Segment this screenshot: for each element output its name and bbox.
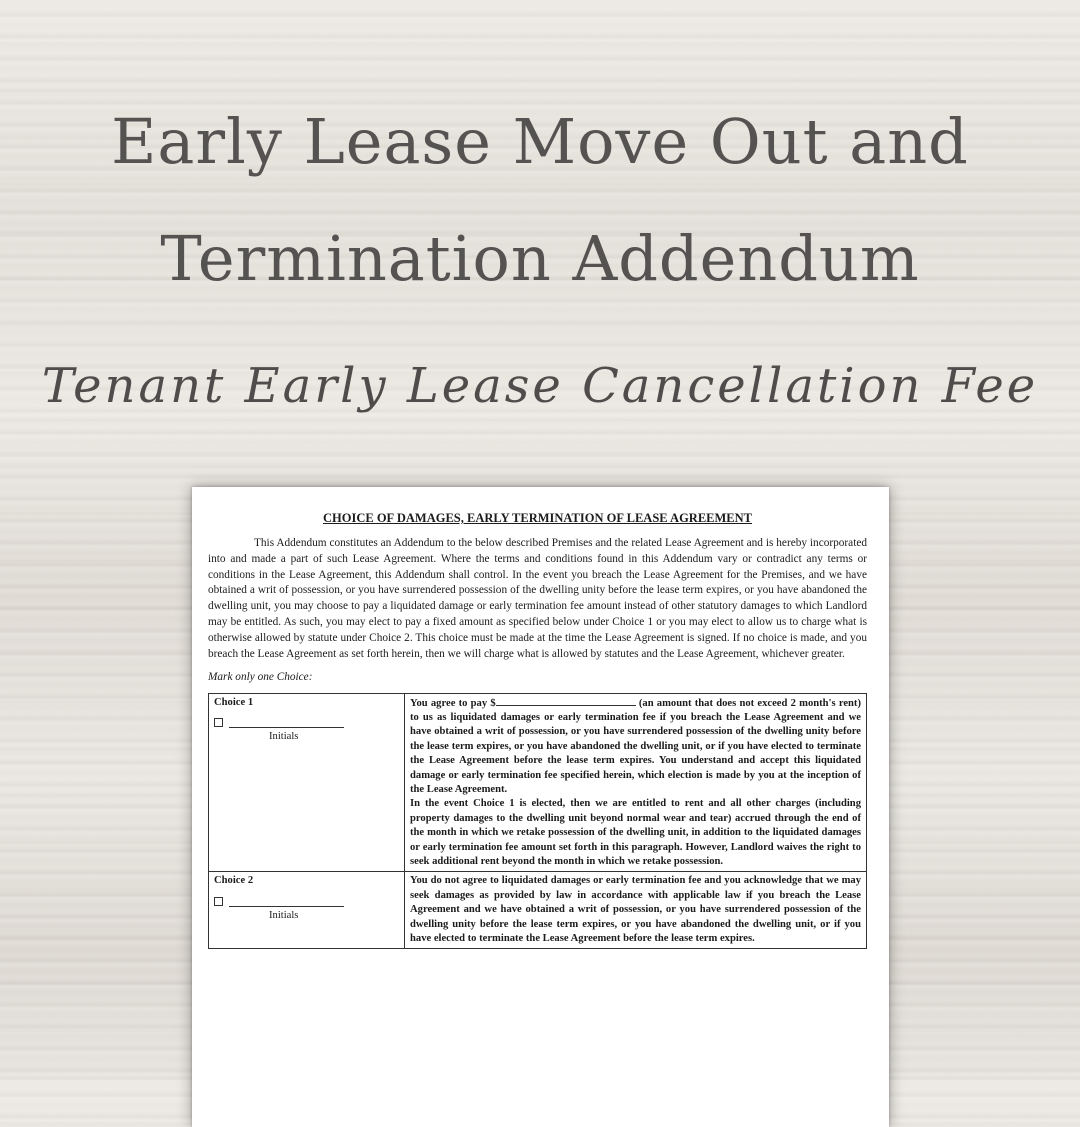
choice-text-cell	[405, 693, 867, 872]
choice-left-cell	[209, 872, 405, 949]
initials-field[interactable]	[229, 905, 344, 907]
initials-label: Initials	[269, 730, 299, 742]
choice-row	[209, 872, 867, 949]
choice-label: Choice 2	[214, 875, 254, 887]
choice-left-cell	[209, 693, 405, 872]
choices-table	[208, 693, 867, 950]
initials-label: Initials	[269, 909, 299, 921]
choice-text: You do not agree to liquidated damages or early termination fee and you acknowledge that we may seek damages as provided by law in accordance with applicable law if you breach the Lease Agreement and we have obtained a writ of possession, or you have surrendered possession of the dwelling unity before the lease term expires, or you have abandoned the dwelling unit, or if you have elected to terminate the Lease Agreement before the lease term expires.	[410, 875, 861, 944]
initials-row	[214, 897, 399, 909]
choice-row	[209, 693, 867, 872]
choice-text: (an amount that does not exceed 2 month's rent) to us as liquidated damages or early termination fee if you breach the Lease Agreement and we have obtained a writ of possession, or you have surrendered possession of the dwelling unity before the lease term expires, or you have abandoned the dwelling unit, or if you have elected to terminate the Lease Agreement before the lease term expires. You understand and accept this liquidated damage or early termination fee specified herein, which election is made by you at the inception of the Lease Agreement.	[410, 697, 861, 795]
choice-checkbox[interactable]	[214, 897, 223, 906]
choice-text-continued: In the event Choice 1 is elected, then we are entitled to rent and all other charges (including property damages to the dwelling unit beyond normal wear and tear) accrued through the end of the month in which we retake possession of the dwelling unit, in addition to the liquidated damages or early termination fee amount set forth in this paragraph. However, Landlord waives the right to seek additional rent beyond the month in which we retake possession.	[410, 798, 861, 867]
intro-paragraph: This Addendum constitutes an Addendum to the below described Premises and the related Lease Agreement and is hereby incorporated into and made a part of such Lease Agreement. Where the terms and conditions found in this Addendum vary or contradict any terms or conditions in the Lease Agreement, this Addendum shall control. In the event you breach the Lease Agreement for the Premises, and we have obtained a writ of possession, or you have surrendered possession of the dwelling unity before the lease term expires, or you have abandoned the dwelling unit, you may choose to pay a liquidated damage or early termination fee amount instead of other statutory damages to which Landlord may be entitled. As such, you may elect to pay a fixed amount as specified below under Choice 1 or you may elect to allow us to charge what is otherwise allowed by statute under Choice 2. This choice must be made at the time the Lease Agreement is signed. If no choice is made, and you breach the Lease Agreement as set forth herein, then we will charge what is allowed by statutes and the Lease Agreement, whichever greater.	[208, 537, 867, 660]
document-title: CHOICE OF DAMAGES, EARLY TERMINATION OF LEASE AGREEMENT	[323, 511, 752, 525]
heading-line-2: Termination Addendum	[160, 222, 920, 295]
choice-label: Choice 1	[214, 696, 254, 708]
choice-text-cell	[405, 872, 867, 949]
initials-row	[214, 718, 399, 730]
choice-text-prefix: You agree to pay $	[410, 697, 496, 709]
mark-instruction: Mark only one Choice:	[208, 670, 313, 683]
heading-line-1: Early Lease Move Out and	[111, 105, 969, 178]
initials-field[interactable]	[229, 726, 344, 728]
choice-checkbox[interactable]	[214, 718, 223, 727]
amount-field[interactable]	[496, 696, 636, 706]
document-page	[192, 487, 889, 1127]
subtitle: Tenant Early Lease Cancellation Fee	[41, 358, 1039, 414]
